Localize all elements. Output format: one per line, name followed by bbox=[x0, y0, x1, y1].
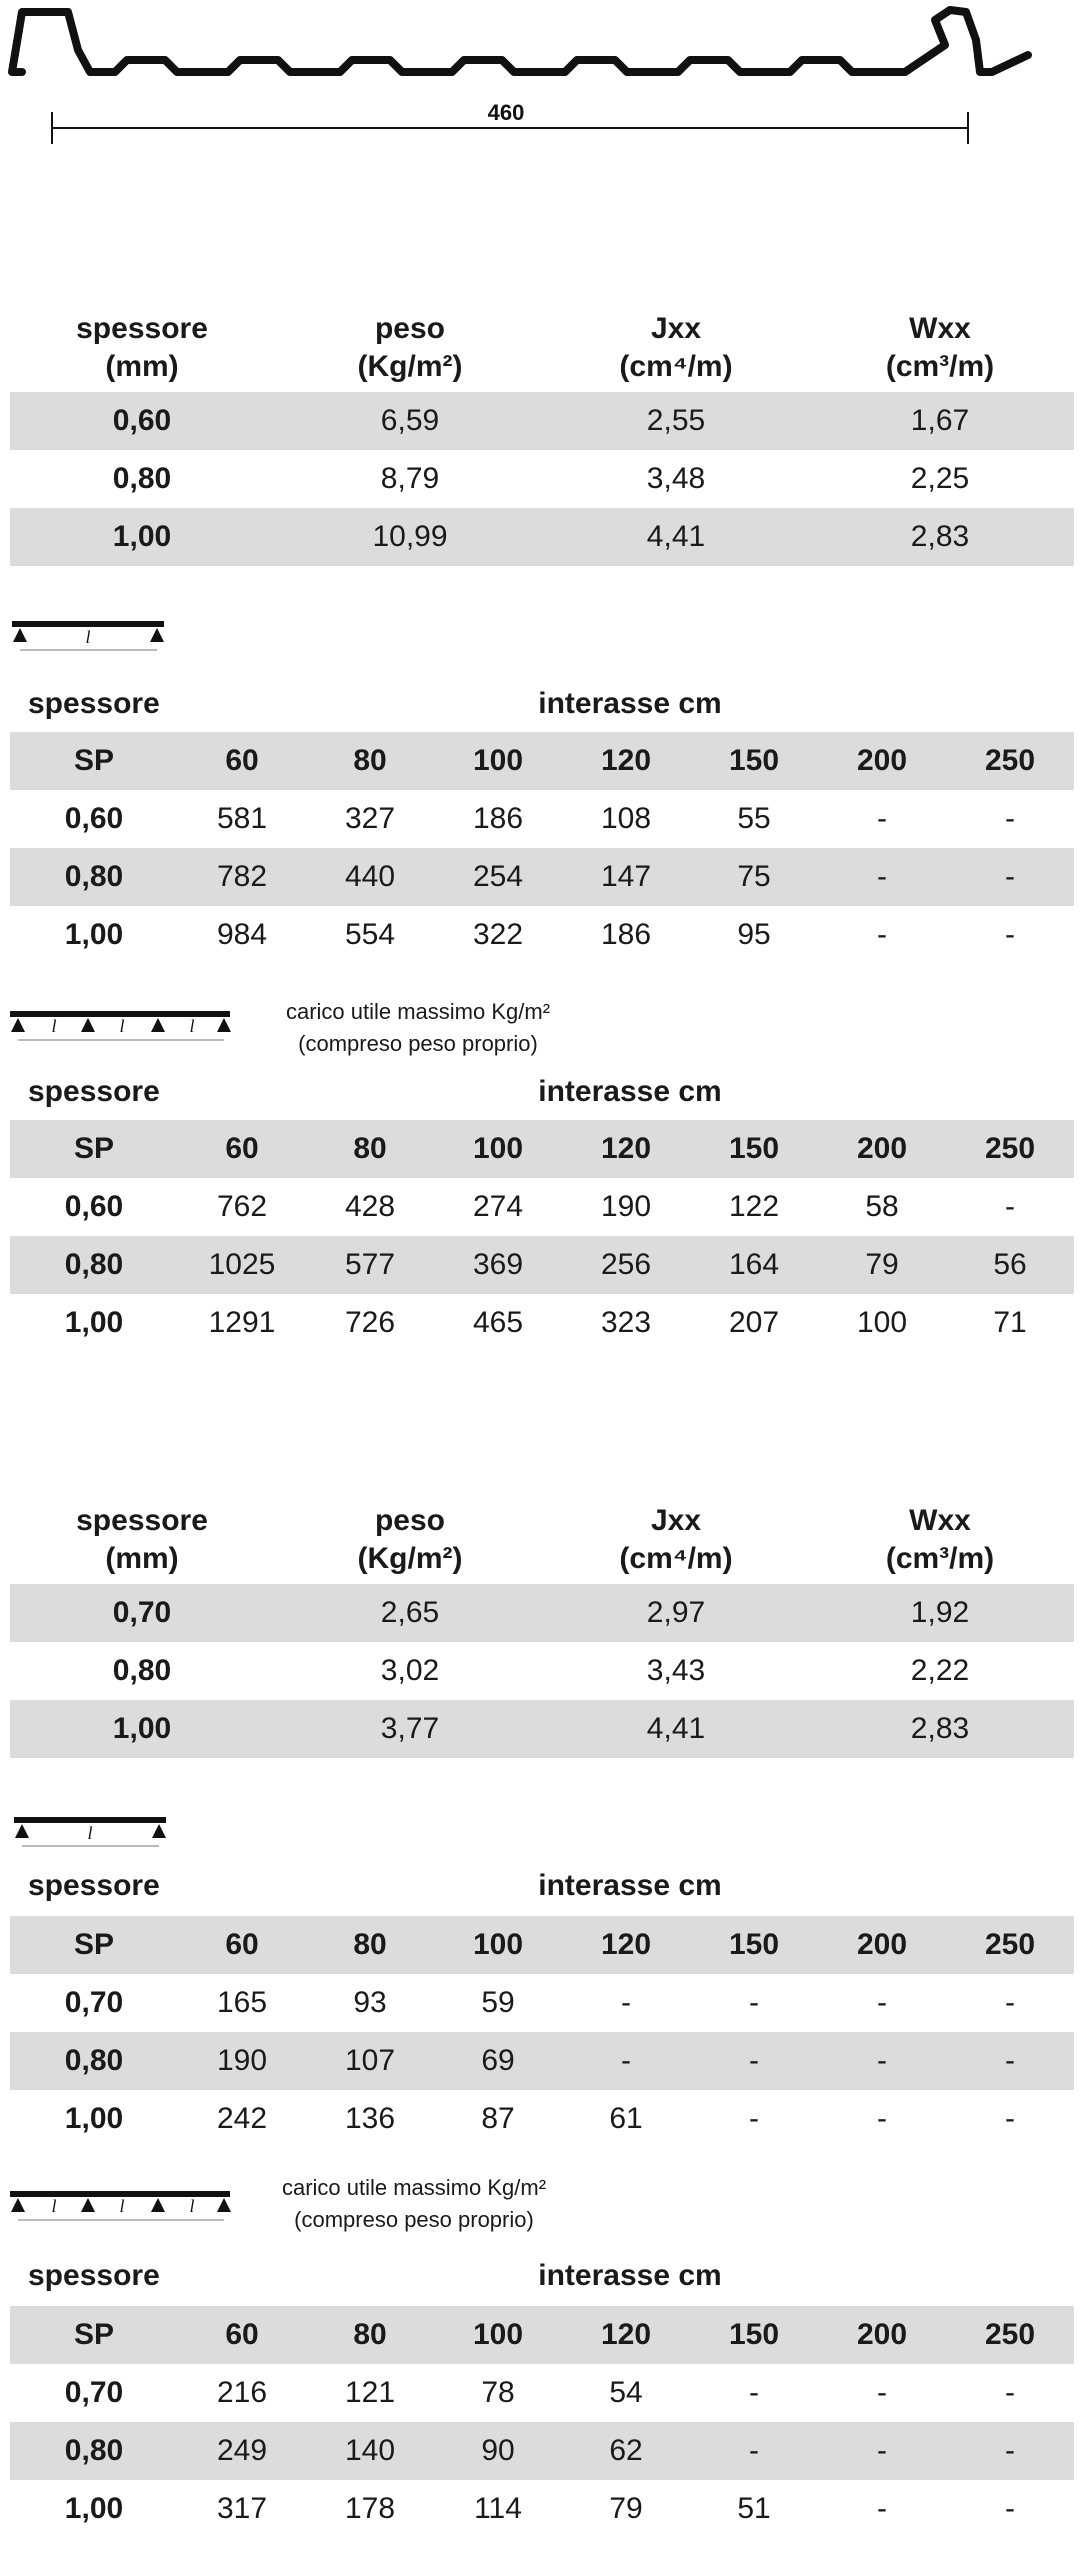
cell: 327 bbox=[344, 802, 396, 835]
column-header: 150 bbox=[728, 2318, 780, 2351]
column-header: SP bbox=[73, 2318, 115, 2351]
cell: 136 bbox=[344, 2102, 396, 2135]
table-row bbox=[10, 2032, 1074, 2090]
column-header: SP bbox=[73, 1928, 115, 1961]
properties-header bbox=[10, 310, 1074, 392]
multi-span-beam-icon bbox=[8, 2188, 238, 2240]
cell: 322 bbox=[472, 918, 524, 951]
cell: 62 bbox=[609, 2434, 643, 2467]
cell: 178 bbox=[344, 2492, 396, 2525]
cell: 59 bbox=[481, 1986, 515, 2019]
cell: 428 bbox=[344, 1190, 396, 1223]
span-symbol: l bbox=[51, 1016, 57, 1036]
column-header: 120 bbox=[600, 1928, 652, 1961]
cell: - bbox=[1005, 1190, 1015, 1223]
cell: 465 bbox=[472, 1306, 524, 1339]
cell: - bbox=[877, 2044, 887, 2077]
single-span-beam-icon bbox=[12, 1814, 172, 1864]
cell: 147 bbox=[600, 860, 652, 893]
cell: 69 bbox=[481, 2044, 515, 2077]
single-span-beam-icon bbox=[10, 618, 170, 668]
column-header: 150 bbox=[728, 1928, 780, 1961]
cell: 107 bbox=[344, 2044, 396, 2077]
cell: - bbox=[1005, 2376, 1015, 2409]
table-row bbox=[10, 2422, 1074, 2480]
cell: 254 bbox=[472, 860, 524, 893]
caption-line: carico utile massimo Kg/m² bbox=[281, 2175, 547, 2200]
table-row bbox=[10, 1700, 1074, 1758]
cell: 0,70 bbox=[64, 1986, 124, 2019]
span-symbol: l bbox=[189, 2196, 195, 2216]
cell: - bbox=[1005, 1986, 1015, 2019]
cell: - bbox=[1005, 2102, 1015, 2135]
cell: 10,99 bbox=[372, 520, 448, 553]
table-row bbox=[10, 392, 1074, 450]
cell: 186 bbox=[472, 802, 524, 835]
cell: 0,60 bbox=[112, 404, 172, 437]
column-header: 200 bbox=[856, 2318, 908, 2351]
cell: 0,80 bbox=[112, 1654, 172, 1687]
caption-line: (compreso peso proprio) bbox=[298, 1031, 538, 1056]
header-spessore: spessore (mm) bbox=[76, 312, 208, 383]
cell: 0,80 bbox=[64, 2434, 124, 2467]
cell: 2,22 bbox=[910, 1654, 970, 1687]
header-wxx: Wxx (cm³/m) bbox=[885, 312, 995, 383]
cell: 577 bbox=[344, 1248, 396, 1281]
cell: - bbox=[621, 2044, 631, 2077]
label-interasse: interasse cm bbox=[538, 2259, 722, 2292]
table-row bbox=[10, 508, 1074, 566]
cell: - bbox=[749, 2044, 759, 2077]
table-row bbox=[10, 1236, 1074, 1294]
header-jxx: Jxx (cm⁴/m) bbox=[619, 1504, 733, 1575]
cell: 90 bbox=[481, 2434, 515, 2467]
header-spessore: spessore (mm) bbox=[76, 1504, 208, 1575]
cell: - bbox=[1005, 860, 1015, 893]
cell: 54 bbox=[609, 2376, 643, 2409]
cell: 190 bbox=[600, 1190, 652, 1223]
section1-single-span-table bbox=[10, 732, 1074, 964]
column-header: 100 bbox=[472, 1928, 524, 1961]
cell: 51 bbox=[737, 2492, 771, 2525]
span-symbol: l bbox=[119, 2196, 125, 2216]
cell: 1,00 bbox=[112, 520, 172, 553]
column-header: 250 bbox=[984, 2318, 1036, 2351]
table-row bbox=[10, 848, 1074, 906]
cell: 581 bbox=[216, 802, 268, 835]
cell: 2,83 bbox=[910, 1712, 970, 1745]
column-header: 150 bbox=[728, 744, 780, 777]
label-spessore: spessore bbox=[28, 1075, 160, 1108]
column-header: 60 bbox=[225, 2318, 259, 2351]
column-header: 60 bbox=[225, 1132, 259, 1165]
cell: 79 bbox=[609, 2492, 643, 2525]
caption-line: carico utile massimo Kg/m² bbox=[285, 999, 551, 1024]
section1-single-span-labels bbox=[28, 684, 1068, 724]
section1-multi-span-labels bbox=[28, 1072, 1068, 1112]
header-peso: peso (Kg/m²) bbox=[357, 312, 463, 383]
section2-multi-span-labels bbox=[28, 2256, 1068, 2296]
cell: 762 bbox=[216, 1190, 268, 1223]
cell: 3,02 bbox=[380, 1654, 440, 1687]
multi-span-beam-icon bbox=[8, 1008, 238, 1060]
cell: - bbox=[749, 2102, 759, 2135]
column-header: 200 bbox=[856, 744, 908, 777]
cell: 782 bbox=[216, 860, 268, 893]
cell: 56 bbox=[993, 1248, 1027, 1281]
column-header: 80 bbox=[353, 2318, 387, 2351]
column-header: 250 bbox=[984, 1132, 1036, 1165]
table-row bbox=[10, 790, 1074, 848]
span-symbol: l bbox=[189, 1016, 195, 1036]
cell: 554 bbox=[344, 918, 396, 951]
cell: - bbox=[1005, 2492, 1015, 2525]
panel-profile-drawing bbox=[0, 0, 1084, 150]
column-header: 100 bbox=[472, 2318, 524, 2351]
cell: 1,92 bbox=[910, 1596, 970, 1629]
cell: 2,55 bbox=[646, 404, 706, 437]
cell: - bbox=[621, 1986, 631, 2019]
table-row bbox=[10, 450, 1074, 508]
table-header-row bbox=[10, 2306, 1074, 2364]
cell: - bbox=[749, 1986, 759, 2019]
cell: 323 bbox=[600, 1306, 652, 1339]
label-spessore: spessore bbox=[28, 2259, 160, 2292]
column-header: 60 bbox=[225, 744, 259, 777]
cell: 71 bbox=[993, 1306, 1027, 1339]
table-row bbox=[10, 1974, 1074, 2032]
cell: 121 bbox=[344, 2376, 396, 2409]
cell: 256 bbox=[600, 1248, 652, 1281]
cell: 79 bbox=[865, 1248, 899, 1281]
caption-line: (compreso peso proprio) bbox=[294, 2207, 534, 2232]
cell: 122 bbox=[728, 1190, 780, 1223]
label-interasse: interasse cm bbox=[538, 1075, 722, 1108]
header-peso: peso (Kg/m²) bbox=[357, 1504, 463, 1575]
table-header-row bbox=[10, 1916, 1074, 1974]
cell: 58 bbox=[865, 1190, 899, 1223]
section2-properties-table bbox=[10, 1502, 1074, 1758]
section2-multi-span-caption bbox=[264, 2172, 564, 2236]
column-header: 120 bbox=[600, 2318, 652, 2351]
cell: - bbox=[1005, 802, 1015, 835]
cell: 207 bbox=[728, 1306, 780, 1339]
cell: 242 bbox=[216, 2102, 268, 2135]
cell: 2,25 bbox=[910, 462, 970, 495]
section2-single-span-table bbox=[10, 1916, 1074, 2148]
table-row bbox=[10, 2364, 1074, 2422]
cell: 1,67 bbox=[910, 404, 970, 437]
label-interasse: interasse cm bbox=[538, 1869, 722, 1902]
cell: - bbox=[877, 802, 887, 835]
cell: - bbox=[877, 1986, 887, 2019]
table-row bbox=[10, 1294, 1074, 1352]
cell: 100 bbox=[856, 1306, 908, 1339]
column-header: 60 bbox=[225, 1928, 259, 1961]
cell: 1025 bbox=[208, 1248, 276, 1281]
cell: - bbox=[877, 918, 887, 951]
cell: 440 bbox=[344, 860, 396, 893]
table-row bbox=[10, 2480, 1074, 2538]
header-jxx: Jxx (cm⁴/m) bbox=[619, 312, 733, 383]
cell: 108 bbox=[600, 802, 652, 835]
cell: 75 bbox=[737, 860, 771, 893]
cell: 274 bbox=[472, 1190, 524, 1223]
cell: - bbox=[1005, 2044, 1015, 2077]
column-header: 250 bbox=[984, 744, 1036, 777]
cell: 4,41 bbox=[646, 1712, 706, 1745]
cell: 3,43 bbox=[646, 1654, 706, 1687]
cell: 984 bbox=[216, 918, 268, 951]
cell: - bbox=[1005, 2434, 1015, 2467]
cell: 1,00 bbox=[64, 2102, 124, 2135]
cell: 2,83 bbox=[910, 520, 970, 553]
section2-single-span-labels bbox=[28, 1866, 1068, 1906]
cell: - bbox=[1005, 918, 1015, 951]
cell: 369 bbox=[472, 1248, 524, 1281]
column-header: 150 bbox=[728, 1132, 780, 1165]
cell: 140 bbox=[344, 2434, 396, 2467]
table-row bbox=[10, 1642, 1074, 1700]
table-row bbox=[10, 2090, 1074, 2148]
cell: 78 bbox=[481, 2376, 515, 2409]
cell: - bbox=[877, 2434, 887, 2467]
cell: 1,00 bbox=[64, 2492, 124, 2525]
cell: 317 bbox=[216, 2492, 268, 2525]
table-header-row bbox=[10, 732, 1074, 790]
column-header: 250 bbox=[984, 1928, 1036, 1961]
cell: - bbox=[749, 2376, 759, 2409]
column-header: SP bbox=[73, 1132, 115, 1165]
label-spessore: spessore bbox=[28, 687, 160, 720]
cell: 1,00 bbox=[64, 918, 124, 951]
cell: 8,79 bbox=[380, 462, 440, 495]
column-header: 80 bbox=[353, 1928, 387, 1961]
cell: 216 bbox=[216, 2376, 268, 2409]
label-spessore: spessore bbox=[28, 1869, 160, 1902]
cell: 114 bbox=[474, 2492, 522, 2525]
cell: 6,59 bbox=[380, 404, 440, 437]
cell: 3,48 bbox=[646, 462, 706, 495]
cell: 0,60 bbox=[64, 802, 124, 835]
cell: 87 bbox=[481, 2102, 515, 2135]
cell: - bbox=[749, 2434, 759, 2467]
cell: 95 bbox=[737, 918, 771, 951]
cell: 4,41 bbox=[646, 520, 706, 553]
dimension-label: 460 bbox=[487, 100, 525, 125]
column-header: 200 bbox=[856, 1132, 908, 1165]
cell: 249 bbox=[216, 2434, 268, 2467]
cell: 0,60 bbox=[64, 1190, 124, 1223]
profile-outline bbox=[12, 10, 1028, 72]
cell: 0,70 bbox=[64, 2376, 124, 2409]
table-row bbox=[10, 1178, 1074, 1236]
cell: 2,65 bbox=[380, 1596, 440, 1629]
cell: 726 bbox=[344, 1306, 396, 1339]
cell: 190 bbox=[216, 2044, 268, 2077]
section1-properties-table bbox=[10, 310, 1074, 566]
cell: 0,80 bbox=[64, 2044, 124, 2077]
column-header: 120 bbox=[600, 744, 652, 777]
header-wxx: Wxx (cm³/m) bbox=[885, 1504, 995, 1575]
column-header: 80 bbox=[353, 744, 387, 777]
cell: 1291 bbox=[208, 1306, 276, 1339]
label-interasse: interasse cm bbox=[538, 687, 722, 720]
cell: 0,70 bbox=[112, 1596, 172, 1629]
cell: - bbox=[877, 2102, 887, 2135]
column-header: SP bbox=[73, 744, 115, 777]
cell: 0,80 bbox=[64, 1248, 124, 1281]
column-header: 100 bbox=[472, 1132, 524, 1165]
table-row bbox=[10, 1584, 1074, 1642]
cell: - bbox=[877, 2376, 887, 2409]
table-row bbox=[10, 906, 1074, 964]
cell: 0,80 bbox=[64, 860, 124, 893]
cell: 0,80 bbox=[112, 462, 172, 495]
cell: 1,00 bbox=[112, 1712, 172, 1745]
cell: 93 bbox=[353, 1986, 387, 2019]
cell: 186 bbox=[600, 918, 652, 951]
cell: 2,97 bbox=[646, 1596, 706, 1629]
cell: 1,00 bbox=[64, 1306, 124, 1339]
section2-multi-span-table bbox=[10, 2306, 1074, 2538]
cell: 61 bbox=[609, 2102, 643, 2135]
column-header: 80 bbox=[353, 1132, 387, 1165]
span-symbol: l bbox=[87, 1823, 93, 1843]
span-symbol: l bbox=[85, 627, 91, 647]
span-symbol: l bbox=[51, 2196, 57, 2216]
cell: - bbox=[877, 2492, 887, 2525]
cell: - bbox=[877, 860, 887, 893]
table-header-row bbox=[10, 1120, 1074, 1178]
column-header: 200 bbox=[856, 1928, 908, 1961]
cell: 164 bbox=[728, 1248, 780, 1281]
properties-header bbox=[10, 1502, 1074, 1584]
column-header: 120 bbox=[600, 1132, 652, 1165]
column-header: 100 bbox=[472, 744, 524, 777]
cell: 3,77 bbox=[380, 1712, 440, 1745]
span-symbol: l bbox=[119, 1016, 125, 1036]
cell: 165 bbox=[216, 1986, 268, 2019]
section1-multi-span-table bbox=[10, 1120, 1074, 1352]
section1-multi-span-caption bbox=[268, 996, 568, 1060]
cell: 55 bbox=[737, 802, 771, 835]
